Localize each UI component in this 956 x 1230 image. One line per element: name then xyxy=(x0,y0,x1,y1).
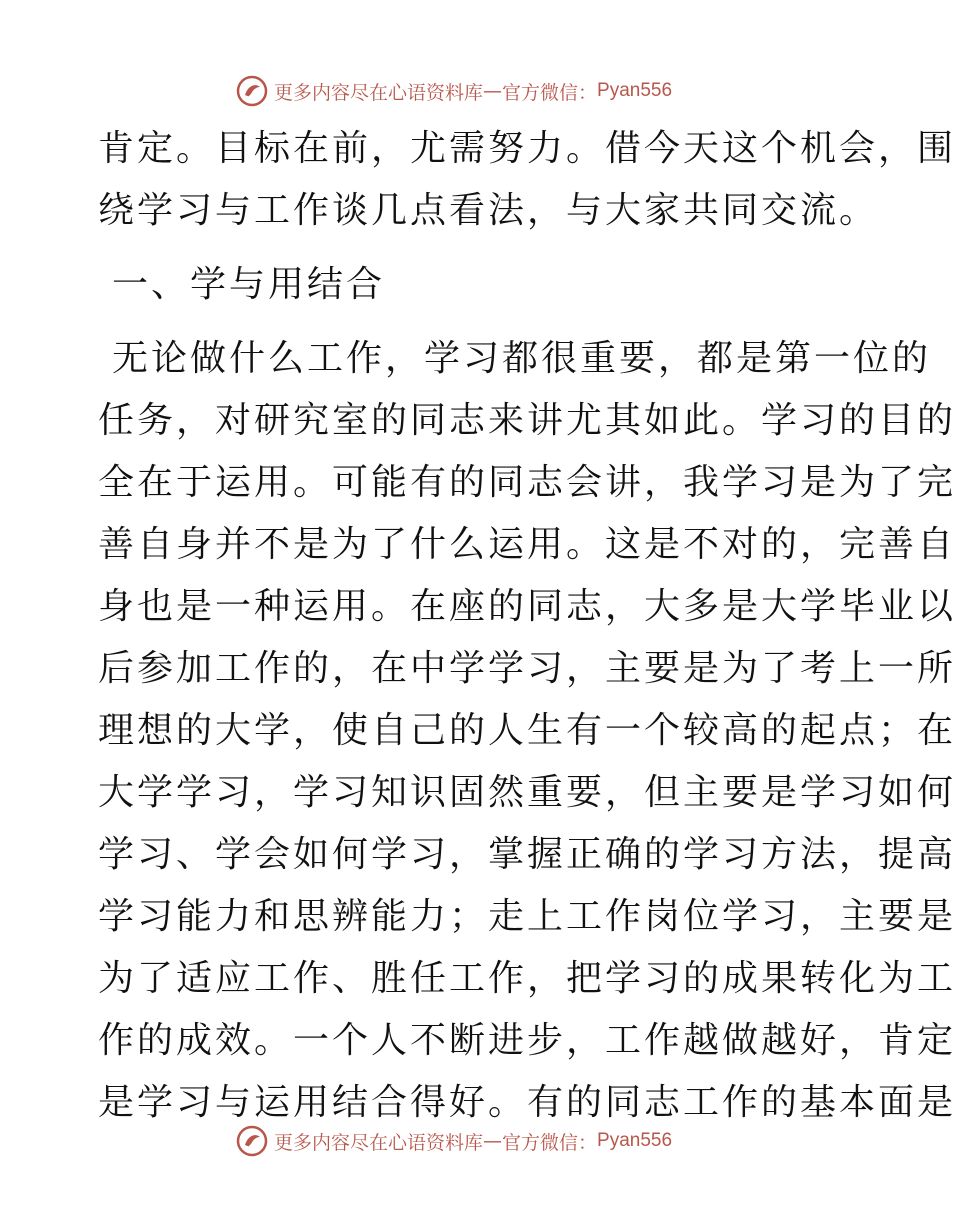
banner-wechat-id: Pyan556 xyxy=(597,1130,673,1151)
text-line: 学习能力和思辨能力；走上工作岗位学习，主要是 xyxy=(98,896,956,937)
header-watermark xyxy=(236,74,672,108)
text-line: 大学学习，学习知识固然重要，但主要是学习如何 xyxy=(98,772,956,813)
banner-title: 更多内容尽在心语资料库 xyxy=(274,81,484,104)
footer-watermark xyxy=(236,1124,672,1158)
banner-dash: — xyxy=(483,80,503,102)
text-line: 无论做什么工作，学习都很重要，都是第一位的 xyxy=(112,338,932,379)
brand-logo-icon xyxy=(236,75,268,107)
text-line: 任务，对研究室的同志来讲尤其如此。学习的目的 xyxy=(98,400,956,441)
banner-wechat-label: 官方微信： xyxy=(502,1131,598,1154)
text-line: 绕学习与工作谈几点看法，与大家共同交流。 xyxy=(98,190,879,231)
section-heading: 一、学与用结合 xyxy=(112,264,386,305)
banner-wechat-label: 官方微信： xyxy=(502,81,598,104)
text-line: 作的成效。一个人不断进步，工作越做越好，肯定 xyxy=(98,1020,956,1061)
brand-logo-icon xyxy=(236,1125,268,1157)
text-line: 学习、学会如何学习，掌握正确的学习方法，提高 xyxy=(98,834,956,875)
text-line: 全在于运用。可能有的同志会讲，我学习是为了完 xyxy=(98,462,956,503)
banner-title: 更多内容尽在心语资料库 xyxy=(274,1131,484,1154)
document-body xyxy=(98,118,956,1134)
text-line: 是学习与运用结合得好。有的同志工作的基本面是 xyxy=(98,1082,956,1123)
text-line: 肯定。目标在前，尤需努力。借今天这个机会，围 xyxy=(98,128,956,169)
text-line: 身也是一种运用。在座的同志，大多是大学毕业以 xyxy=(98,586,956,627)
banner-wechat-id: Pyan556 xyxy=(597,80,673,101)
text-line: 善自身并不是为了什么运用。这是不对的，完善自 xyxy=(98,524,956,565)
text-line: 理想的大学，使自己的人生有一个较高的起点；在 xyxy=(98,710,956,751)
banner-dash: — xyxy=(483,1130,503,1152)
text-line: 后参加工作的，在中学学习，主要是为了考上一所 xyxy=(98,648,956,689)
text-line: 为了适应工作、胜任工作，把学习的成果转化为工 xyxy=(98,958,956,999)
